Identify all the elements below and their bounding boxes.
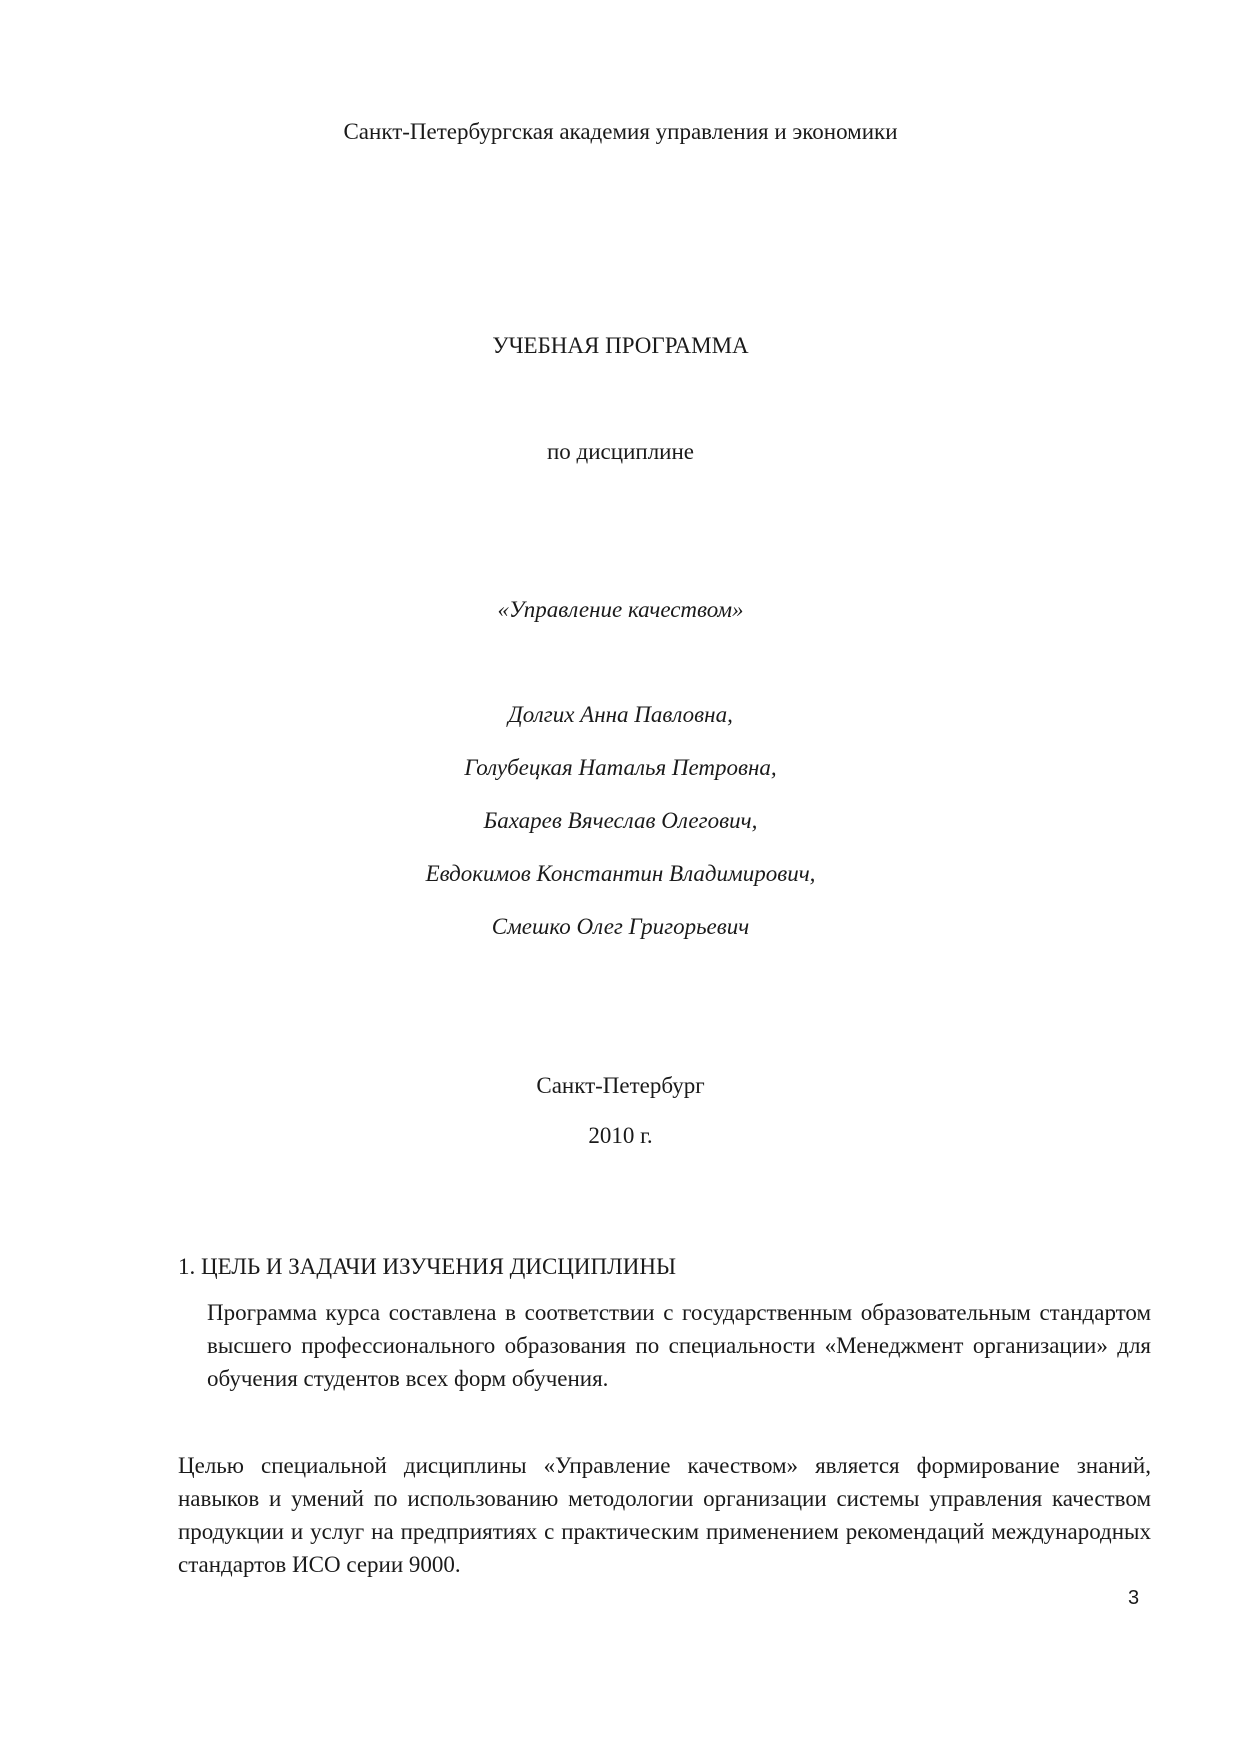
- author-name: Бахарев Вячеслав Олегович,: [483, 808, 758, 833]
- document-subtitle: по дисциплине: [546, 439, 694, 464]
- year: 2010 г.: [588, 1123, 653, 1148]
- paragraph: Целью специальной дисциплины «Управление качеством» является формирование знаний, навыков и умений по использованию методологии организации системы управления качеством продукции и услуг на предприятиях с практическим применением рекомендаций международных стандартов ИСО серии 9000.: [178, 1453, 1151, 1577]
- document-type: УЧЕБНАЯ ПРОГРАММА: [492, 333, 749, 358]
- page-number: 3: [1128, 1587, 1140, 1609]
- paragraph: Программа курса составлена в соответствии с государственным образовательным стандартом высшего профессионального образования по специальности «Менеджмент организации» для обучения студентов всех форм обучения.: [207, 1300, 1151, 1391]
- discipline-title: «Управление качеством»: [497, 597, 744, 622]
- author-name: Долгих Анна Павловна,: [508, 702, 733, 727]
- institution-name: Санкт-Петербургская академия управления и экономики: [343, 119, 898, 144]
- author-name: Голубецкая Наталья Петровна,: [464, 755, 777, 780]
- author-name: Смешко Олег Григорьевич: [491, 914, 750, 939]
- city: Санкт-Петербург: [536, 1073, 705, 1098]
- section-heading: 1. ЦЕЛЬ И ЗАДАЧИ ИЗУЧЕНИЯ ДИСЦИПЛИНЫ: [178, 1254, 677, 1279]
- author-name: Евдокимов Константин Владимирович,: [425, 861, 816, 886]
